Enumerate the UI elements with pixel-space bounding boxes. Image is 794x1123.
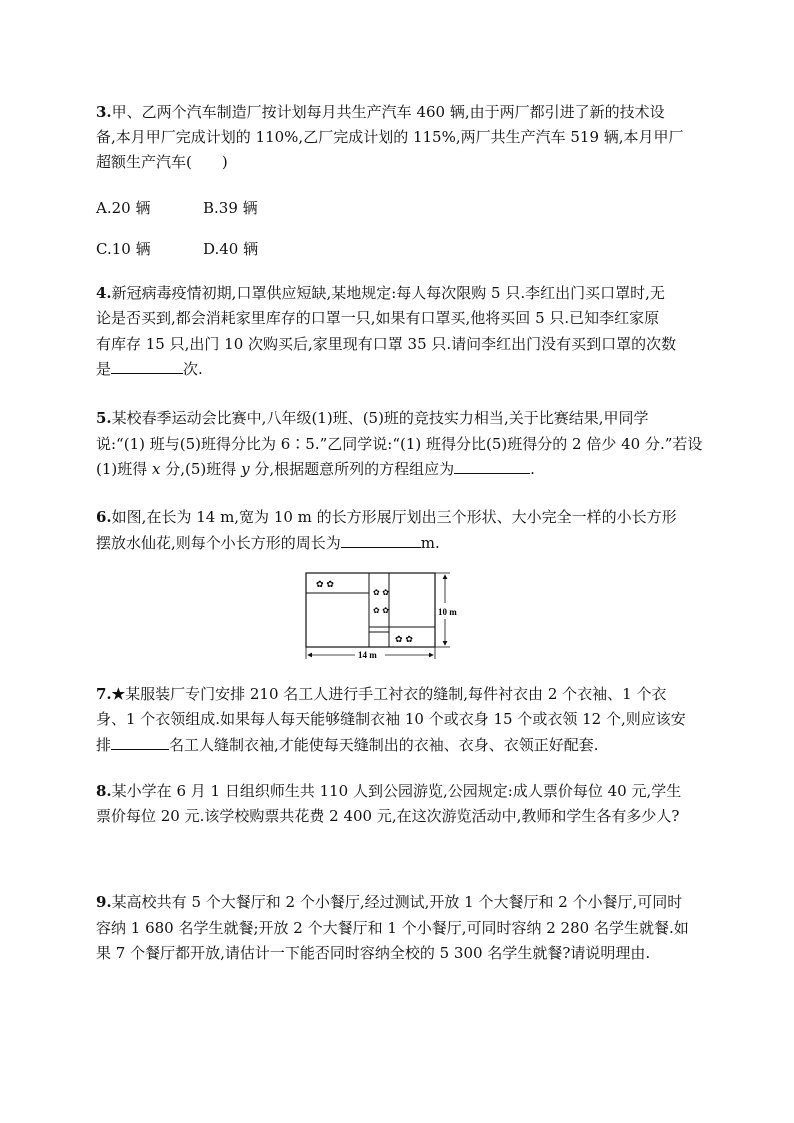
- q7-line1: [96, 684, 666, 704]
- q9-number: 9.: [96, 893, 112, 911]
- q8-text1: 某小学在 6 月 1 日组织师生共 110 人到公园游览,公园规定:成人票价每位 40 元,学生: [111, 782, 682, 800]
- q4-number: 4.: [96, 284, 112, 302]
- q9-line2: 容纳 1 680 名学生就餐;开放 2 个大餐厅和 1 个小餐厅,可同时容纳 2 280 名学生就餐.如: [96, 919, 689, 937]
- q7-answer-blank[interactable]: [111, 735, 169, 750]
- q9-line1: [96, 892, 682, 912]
- q3-option-b: B.39 辆: [203, 199, 258, 217]
- q3-line2: 备,本月甲厂完成计划的 110%,乙厂完成计划的 115%,两厂共生产汽车 519 辆,本月甲厂: [96, 128, 684, 146]
- q4-line3: 有库存 15 只,出门 10 次购买后,家里现有口罩 35 只.请问李红出门没有买到口罩的次数: [96, 335, 677, 353]
- q5-text3b: 分,(5)班得: [160, 460, 242, 478]
- q4-line1: [96, 283, 665, 303]
- q7-text3a: 排: [96, 736, 112, 754]
- q9-line3: 果 7 个餐厅都开放,请估计一下能否同时容纳全校的 5 300 名学生就餐?请说明理由.: [96, 944, 651, 962]
- q3-option-a: A.20 辆: [96, 199, 151, 217]
- small-rect-middle: [369, 573, 389, 632]
- q6-figure: [300, 565, 470, 665]
- flower-icon: ✿ ✿: [395, 635, 413, 645]
- q5-line2: 说:“(1) 班与(5)班得分比为 6∶5.”乙同学说:“(1) 班得分比(5)班得分的 2 倍少 40 分.”若设: [96, 435, 703, 453]
- q4-text1: 新冠病毒疫情初期,口罩供应短缺,某地规定:每人每次限购 5 只.李红出门买口罩时,无: [111, 284, 665, 302]
- q4-line4: [96, 359, 203, 379]
- q5-text3d: .: [530, 460, 535, 478]
- q5-var-x: x: [152, 460, 161, 478]
- q3-line3: 超额生产汽车( ): [96, 153, 228, 171]
- q9-text1: 某高校共有 5 个大餐厅和 2 个小餐厅,经过测试,开放 1 个大餐厅和 2 个小餐厅,可同时: [111, 893, 683, 911]
- q5-text3a: (1)班得: [96, 460, 153, 478]
- q5-line1: [96, 408, 648, 428]
- q8-line2: 票价每位 20 元.该学校购票共花费 2 400 元,在这次游览活动中,教师和学生各有多少人?: [96, 807, 680, 825]
- q5-answer-blank[interactable]: [454, 459, 530, 474]
- q5-number: 5.: [96, 409, 112, 427]
- q4-line2: 论是否买到,都会消耗家里库存的口罩一只,如果有口罩买,他将买回 5 只.已知李红家原: [96, 309, 660, 327]
- q5-var-y: y: [241, 460, 250, 478]
- height-label: 10 m: [438, 607, 457, 617]
- q6-line2: [96, 533, 440, 553]
- q7-line3: [96, 735, 599, 755]
- q8-number: 8.: [96, 782, 112, 800]
- q3-line1: [96, 102, 665, 122]
- width-label: 14 m: [358, 650, 377, 660]
- q6-number: 6.: [96, 508, 112, 526]
- q6-answer-blank[interactable]: [341, 533, 421, 548]
- q6-text2a: 摆放水仙花,则每个小长方形的周长为: [96, 534, 341, 552]
- flower-icon: ✿ ✿: [373, 588, 389, 597]
- q7-number: 7.★: [96, 685, 126, 703]
- q5-text3c: 分,根据题意所列的方程组应为: [249, 460, 455, 478]
- q6-line1: [96, 507, 677, 527]
- flower-icon: ✿ ✿: [373, 606, 389, 615]
- q7-text3b: 名工人缝制衣袖,才能使每天缝制出的衣袖、衣身、衣领正好配套.: [169, 736, 599, 754]
- q3-option-d: D.40 辆: [203, 240, 259, 258]
- q3-number: 3.: [96, 103, 112, 121]
- q4-answer-blank[interactable]: [111, 359, 183, 374]
- q3-option-c: C.10 辆: [96, 240, 151, 258]
- q5-line3: [96, 459, 535, 479]
- flower-icon: ✿ ✿: [316, 580, 334, 590]
- q7-text1: 某服装厂专门安排 210 名工人进行手工衬衣的缝制,每件衬衣由 2 个衣袖、1 个衣: [125, 685, 667, 703]
- q5-text1: 某校春季运动会比赛中,八年级(1)班、(5)班的竞技实力相当,关于比赛结果,甲同学: [111, 409, 649, 427]
- q4-text4b: 次.: [183, 360, 203, 378]
- q6-text1: 如图,在长为 14 m,宽为 10 m 的长方形展厅划出三个形状、大小完全一样的小长方形: [111, 508, 677, 526]
- q4-text4a: 是: [96, 360, 112, 378]
- q7-line2: 身、1 个衣领组成.如果每人每天能够缝制衣袖 10 个或衣身 15 个或衣领 12 个,则应该安: [96, 710, 686, 728]
- q6-text2b: m.: [420, 534, 440, 552]
- rectangle-diagram: [300, 565, 470, 665]
- q8-line1: [96, 781, 681, 801]
- q3-text1: 甲、乙两个汽车制造厂按计划每月共生产汽车 460 辆,由于两厂都引进了新的技术设: [111, 103, 665, 121]
